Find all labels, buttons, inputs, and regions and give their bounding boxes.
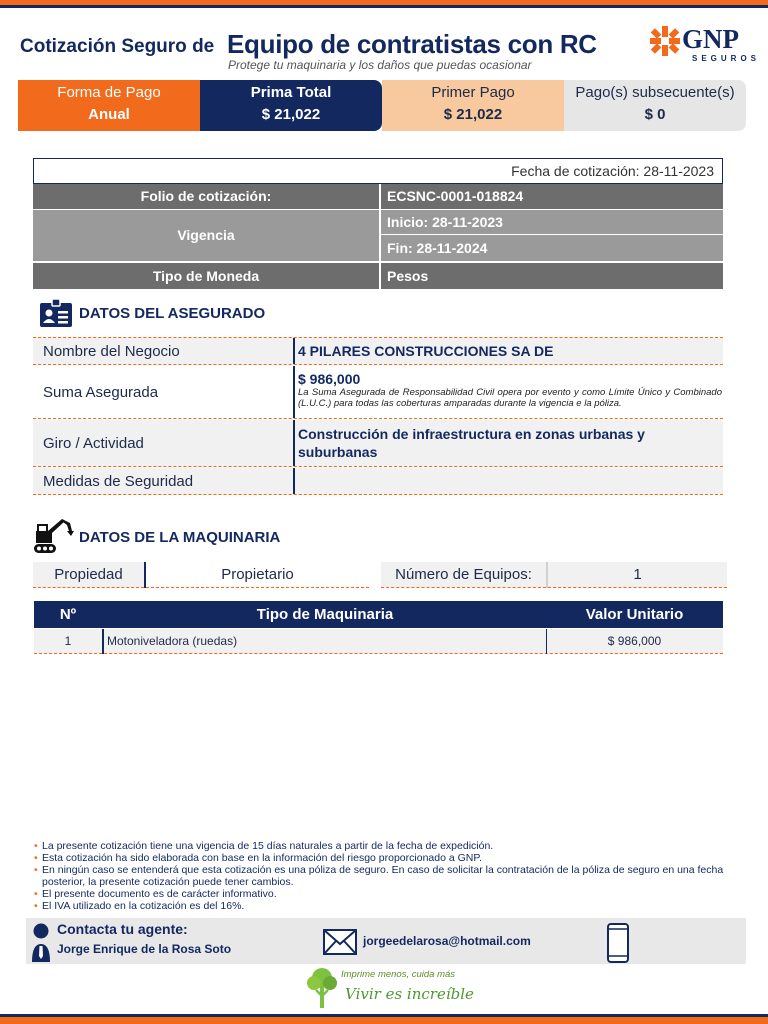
forma-value: Anual <box>88 106 130 123</box>
row-divider <box>293 366 295 418</box>
vigencia-fin: Fin: 28-11-2024 <box>381 235 723 261</box>
row-divider <box>102 629 104 654</box>
giro-value: Construcción de infraestructura en zonas urbanas y suburbanas <box>298 426 645 460</box>
row-divider <box>293 468 295 494</box>
col-header-valor: Valor Unitario <box>585 606 684 623</box>
top-accent-bar <box>0 0 768 8</box>
col-header-tipo: Tipo de Maquinaria <box>256 606 394 623</box>
subsec-label: Pago(s) subsecuente(s) <box>575 84 735 101</box>
equipos-value: 1 <box>548 562 727 588</box>
propiedad-value: Propietario <box>146 562 369 588</box>
giro-label: Giro / Actividad <box>43 434 144 452</box>
slogan-line2: Vivir es increíble <box>345 985 474 1003</box>
row-divider <box>293 338 295 364</box>
payment-summary-bar <box>18 80 746 131</box>
slogan-line1: Imprime menos, cuida más <box>341 969 456 980</box>
title-main: Equipo de contratistas con RC <box>227 29 597 59</box>
negocio-label: Nombre del Negocio <box>43 342 180 360</box>
forma-label: Forma de Pago <box>57 84 161 101</box>
note-item: • La presente cotización tiene una vigencia de 15 días naturales a partir de la fecha de expedición. <box>34 840 724 852</box>
medidas-label: Medidas de Seguridad <box>43 472 194 490</box>
mail-icon <box>323 929 357 955</box>
agent-title: Contacta tu agente: <box>57 921 188 937</box>
tree-icon <box>305 966 339 1010</box>
table-header <box>34 601 723 628</box>
suma-row <box>33 366 723 419</box>
equipos-label: Número de Equipos: <box>381 562 546 588</box>
folio-row <box>33 184 723 209</box>
primer-pago <box>382 80 564 131</box>
title-prefix: Cotización Seguro de <box>20 36 215 57</box>
forma-de-pago <box>18 80 200 131</box>
agent-name: Jorge Enrique de la Rosa Soto <box>57 942 232 956</box>
vigencia-row <box>33 210 723 261</box>
logo-subtext: SEGUROS <box>692 54 761 63</box>
medidas-row <box>33 468 723 495</box>
maquinaria-summary-row <box>33 562 727 588</box>
note-item: • Esta cotización ha sido elaborada con base en la información del riesgo proporcionado a GNP. <box>34 852 724 864</box>
eco-slogan <box>305 966 475 1012</box>
suma-cell <box>298 366 723 418</box>
table-row <box>34 629 723 654</box>
fecha-cotizacion: Fecha de cotización: 28-11-2023 <box>33 158 723 184</box>
agent-person-icon <box>30 922 52 962</box>
vigencia-inicio: Inicio: 28-11-2023 <box>381 210 723 234</box>
asegurado-section-title: DATOS DEL ASEGURADO <box>79 305 266 322</box>
gnp-sunburst-icon <box>650 26 680 56</box>
suma-value: $ 986,000 <box>298 371 361 387</box>
agent-email[interactable]: jorgeedelarosa@hotmail.com <box>363 934 531 948</box>
id-card-icon <box>40 299 72 327</box>
prima-label: Prima Total <box>250 84 332 101</box>
moneda-label: Tipo de Moneda <box>33 263 379 289</box>
pagos-subsecuentes <box>564 80 746 131</box>
prima-total <box>200 80 382 131</box>
moneda-value: Pesos <box>381 263 723 289</box>
note-item: • El presente documento es de carácter informativo. <box>34 888 724 900</box>
note-item: • El IVA utilizado en la cotización es del 16%. <box>34 900 724 912</box>
suma-note: La Suma Asegurada de Responsabilidad Civil opera por evento y como Límite Único y Combinado (L.U.C.) para todas las coberturas amparadas durante la vigencia e la póliza. <box>298 387 722 409</box>
phone-icon <box>607 923 629 963</box>
primer-label: Primer Pago <box>431 84 515 101</box>
maquinaria-section-title: DATOS DE LA MAQUINARIA <box>79 529 281 546</box>
excavator-icon <box>34 517 76 555</box>
col-header-n: Nº <box>59 606 77 623</box>
row-divider <box>293 420 295 466</box>
disclaimer-notes <box>34 840 724 912</box>
negocio-value: 4 PILARES CONSTRUCCIONES SA DE <box>298 343 554 359</box>
moneda-row <box>33 263 723 289</box>
folio-label: Folio de cotización: <box>33 184 379 209</box>
subsec-value: $ 0 <box>644 106 666 123</box>
prima-value: $ 21,022 <box>261 106 321 123</box>
medidas-value <box>298 468 723 494</box>
bottom-accent-bar <box>0 1014 768 1024</box>
gnp-logo <box>650 24 761 68</box>
folio-value: ECSNC-0001-018824 <box>381 184 723 209</box>
propiedad-label: Propiedad <box>33 562 144 588</box>
giro-row <box>33 420 723 467</box>
suma-label: Suma Asegurada <box>43 383 159 401</box>
row-tipo: Motoniveladora (ruedas) <box>107 634 238 648</box>
vigencia-label: Vigencia <box>33 210 379 261</box>
note-item: • En ningún caso se entenderá que esta cotización es una póliza de seguro. En caso de solicitar la contratación de la póliza de seguro en una fecha posterior, la presente cotización puede tener cambios. <box>34 864 724 888</box>
agent-contact-box <box>26 918 746 964</box>
primer-value: $ 21,022 <box>443 106 503 123</box>
document-subtitle: Protege tu maquinaria y los daños que puedas ocasionar <box>228 58 532 72</box>
negocio-row <box>33 337 723 365</box>
logo-wordmark: GNP <box>682 24 739 54</box>
document-title <box>20 30 620 60</box>
row-valor: $ 986,000 <box>607 634 662 648</box>
row-n: 1 <box>64 634 72 648</box>
